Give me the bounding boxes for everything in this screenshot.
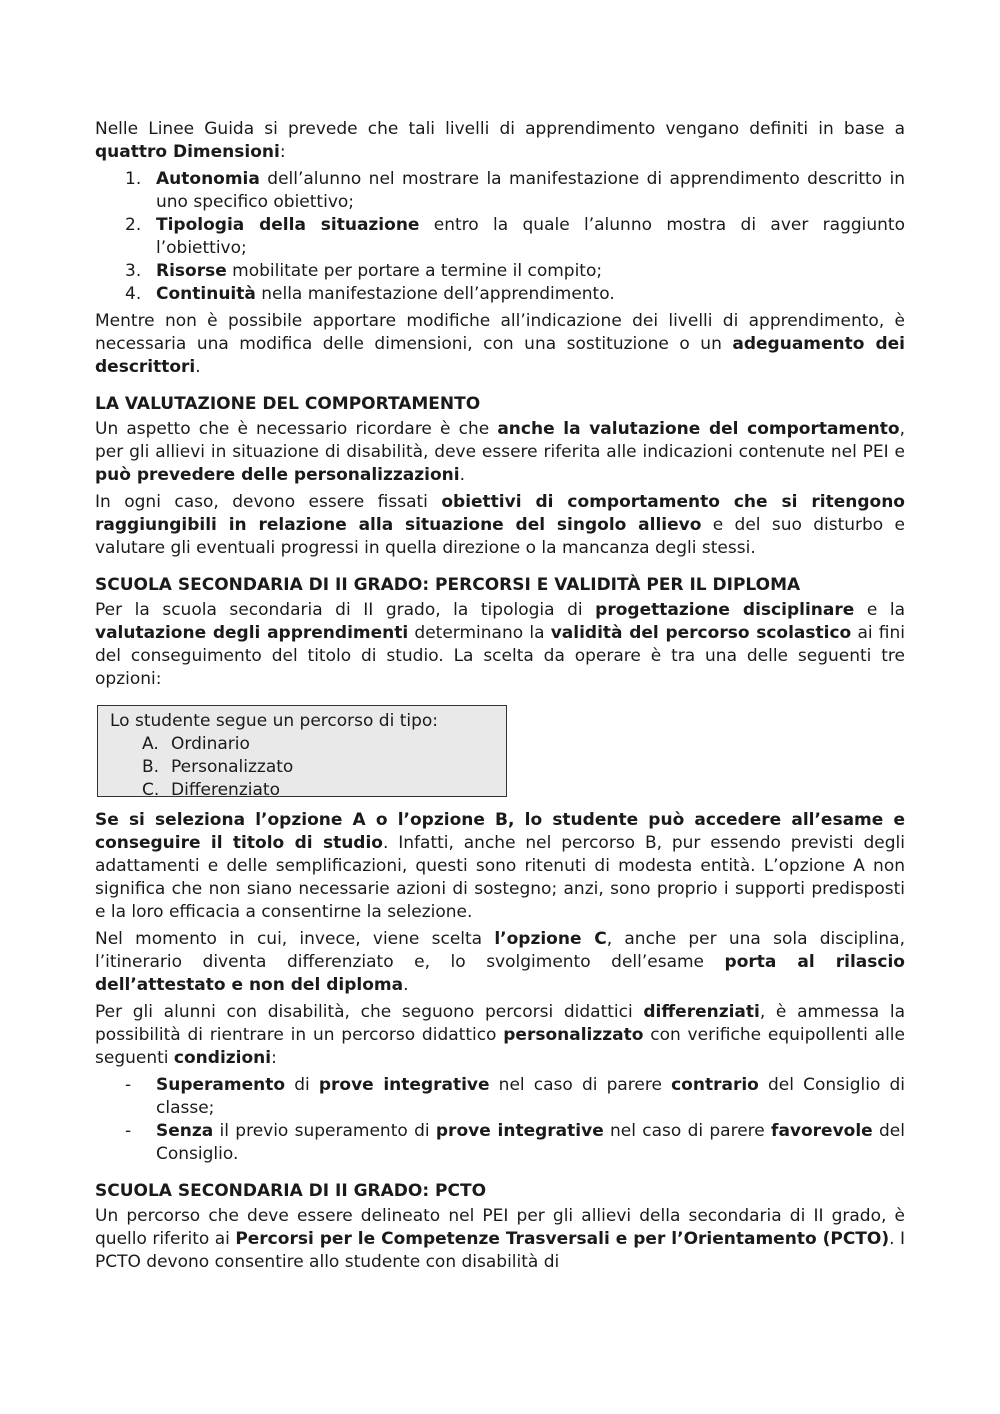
diploma-paragraph-3: Nel momento in cui, invece, viene scelta l’opzione C, anche per una sola disciplina, l’itinerario diventa differenziato e, lo svolgimento dell’esame porta al rilascio dell’attestato e non del diploma. bbox=[95, 929, 905, 995]
dimensions-list bbox=[95, 168, 905, 306]
option-item: A. Ordinario bbox=[142, 734, 250, 754]
section-heading-comportamento: LA VALUTAZIONE DEL COMPORTAMENTO bbox=[95, 394, 481, 414]
option-item: C. Differenziato bbox=[142, 780, 280, 800]
diploma-paragraph-4: Per gli alunni con disabilità, che seguono percorsi didattici differenziati, è ammessa la possibilità di rientrare in un percorso didattico personalizzato con verifiche equipollenti alle seguenti condizioni: bbox=[95, 1002, 906, 1068]
section-heading-diploma: SCUOLA SECONDARIA DI II GRADO: PERCORSI E VALIDITÀ PER IL DIPLOMA bbox=[95, 575, 801, 595]
list-item: 2. Tipologia della situazione entro la quale l’alunno mostra di aver raggiunto l’obiettivo; bbox=[125, 215, 905, 258]
document-body bbox=[95, 118, 905, 1278]
options-box bbox=[97, 705, 507, 800]
list-item: 1. Autonomia dell’alunno nel mostrare la manifestazione di apprendimento descritto in uno specifico obiettivo; bbox=[125, 169, 905, 212]
comportamento-paragraph-2: In ogni caso, devono essere fissati obiettivi di comportamento che si ritengono raggiungibili in relazione alla situazione del singolo allievo e del suo disturbo e valutare gli eventuali progressi in quella direzione o la mancanza degli stessi. bbox=[95, 492, 905, 558]
option-item: B. Personalizzato bbox=[142, 757, 294, 777]
section-heading-pcto: SCUOLA SECONDARIA DI II GRADO: PCTO bbox=[95, 1181, 487, 1201]
diploma-paragraph-2: Se si seleziona l’opzione A o l’opzione B, lo studente può accedere all’esame e conseguire il titolo di studio. Infatti, anche nel percorso B, pur essendo previsti degli adattamenti e delle semplificazioni, questi sono ritenuti di modesta entità. L’opzione A non significa che non siano necessarie azioni di sostegno; anzi, sono proprio i supporti predisposti e la loro efficacia a consentirne la selezione. bbox=[95, 810, 905, 922]
options-box-title: Lo studente segue un percorso di tipo: bbox=[110, 711, 439, 731]
list-item: - Superamento di prove integrative nel caso di parere contrario del Consiglio di classe; bbox=[125, 1075, 906, 1118]
diploma-paragraph-1: Per la scuola secondaria di II grado, la tipologia di progettazione disciplinare e la valutazione degli apprendimenti determinano la validità del percorso scolastico ai fini del conseguimento del titolo di studio. La scelta da operare è tra una delle seguenti tre opzioni: bbox=[95, 600, 905, 689]
list-item: 3. Risorse mobilitate per portare a termine il compito; bbox=[125, 261, 603, 281]
conditions-list bbox=[95, 1074, 905, 1166]
list-item: - Senza il previo superamento di prove integrative nel caso di parere favorevole del Consiglio. bbox=[125, 1121, 905, 1164]
intro-paragraph: Nelle Linee Guida si prevede che tali livelli di apprendimento vengano definiti in base a quattro Dimensioni: bbox=[95, 119, 905, 162]
modifiche-paragraph: Mentre non è possibile apportare modifiche all’indicazione dei livelli di apprendimento, è necessaria una modifica delle dimensioni, con una sostituzione o un adeguamento dei descrittori. bbox=[95, 311, 905, 377]
pcto-paragraph-1: Un percorso che deve essere delineato nel PEI per gli allievi della secondaria di II grado, è quello riferito ai Percorsi per le Competenze Trasversali e per l’Orientamento (PCTO). I PCTO devono consentire allo studente con disabilità di bbox=[95, 1206, 905, 1272]
list-item: 4. Continuità nella manifestazione dell’apprendimento. bbox=[125, 284, 615, 304]
comportamento-paragraph-1: Un aspetto che è necessario ricordare è che anche la valutazione del comportamento, per gli allievi in situazione di disabilità, deve essere riferita alle indicazioni contenute nel PEI e può prevedere delle personalizzazioni. bbox=[95, 419, 905, 485]
